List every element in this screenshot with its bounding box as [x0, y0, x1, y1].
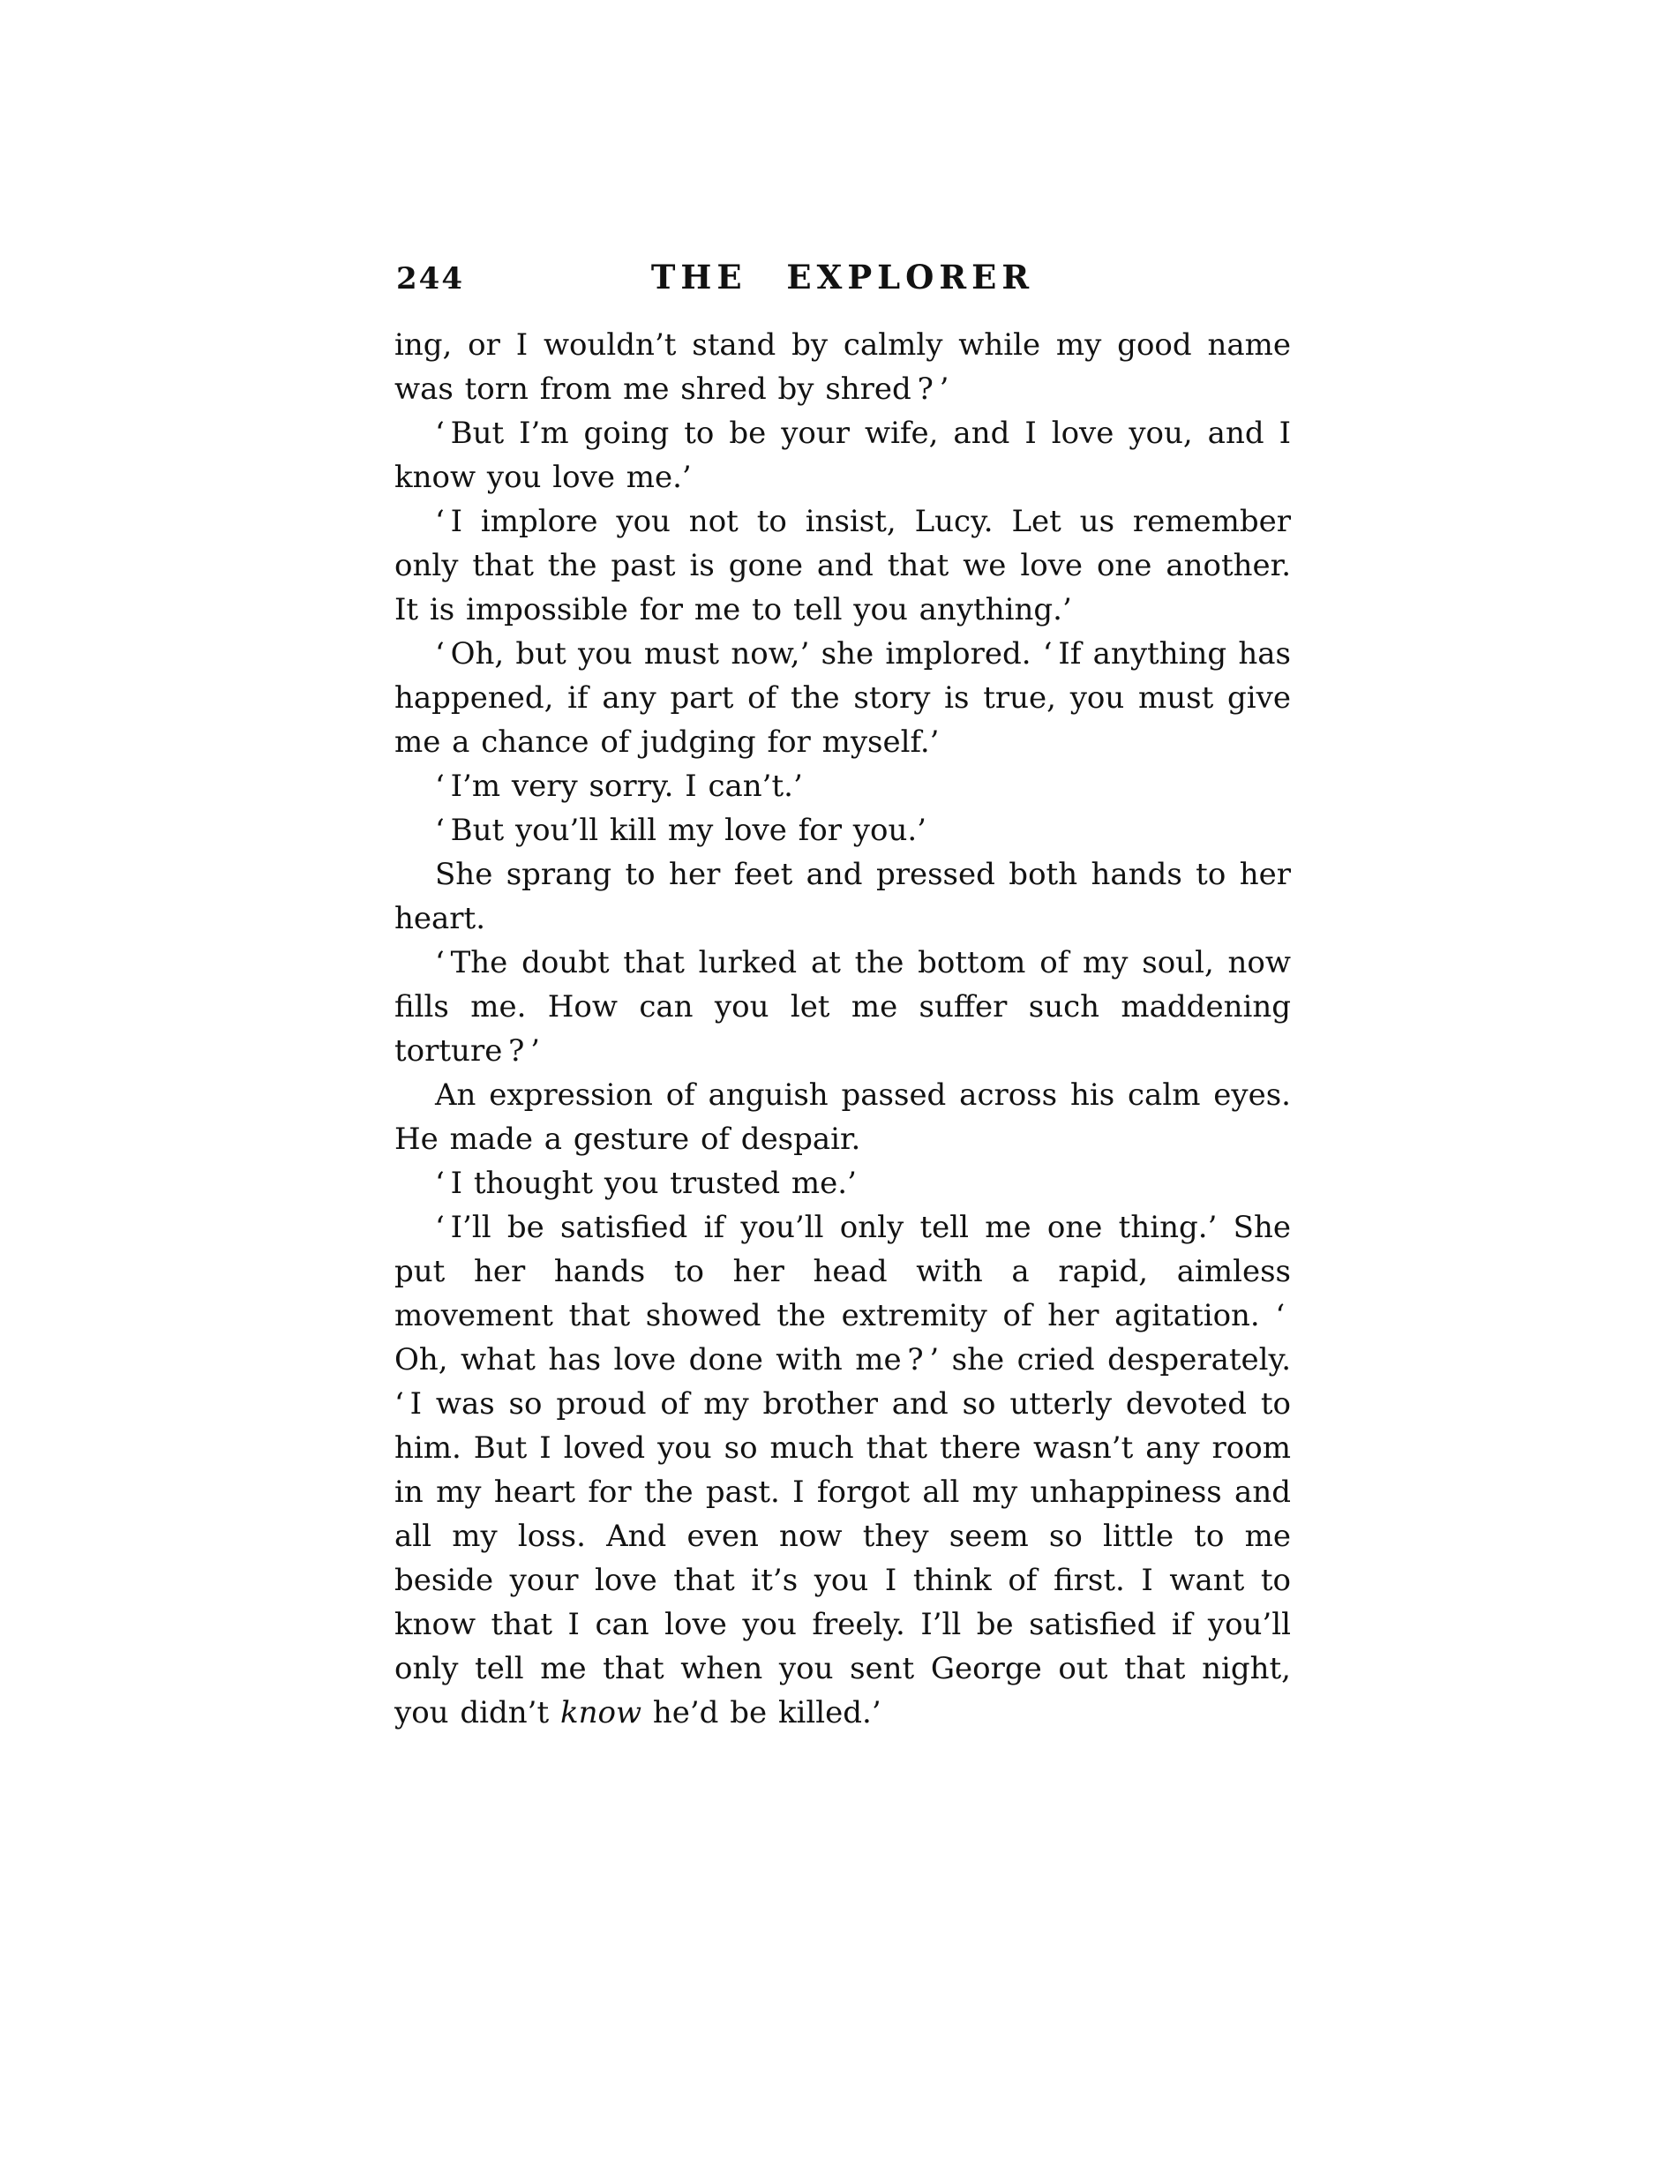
paragraph	[394, 808, 1291, 852]
paragraph	[394, 764, 1291, 808]
page-content	[394, 258, 1291, 1735]
body-text: ‘ I’m very sorry. I can’t.’	[435, 769, 803, 804]
paragraph	[394, 1073, 1291, 1161]
body-text: ‘ Oh, but you must now,’ she implored. ‘ If anything has happened, if any part of the story is true, you must give me a chance of judging for myself.’	[394, 636, 1291, 760]
page-number: 244	[396, 261, 464, 296]
body-text: ing, or I wouldn’t stand by calmly while my good name was torn from me shred by shred ? ’	[394, 327, 1291, 407]
page-title: THE EXPLORER	[650, 258, 1035, 296]
body-text: ‘ I thought you trusted me.’	[435, 1166, 857, 1201]
body-text: An expression of anguish passed across his calm eyes. He made a gesture of despair.	[394, 1077, 1291, 1157]
page-body	[394, 323, 1291, 1735]
paragraph	[394, 499, 1291, 632]
paragraph	[394, 632, 1291, 764]
paragraph	[394, 1205, 1291, 1735]
body-text: ‘ But I’m going to be your wife, and I love you, and I know you love me.’	[394, 416, 1291, 495]
body-text: ‘ I implore you not to insist, Lucy. Let us remember only that the past is gone and that we love one another. It is impossible for me to tell you anything.’	[394, 504, 1291, 627]
italic-text: know	[559, 1695, 642, 1730]
paragraph	[394, 323, 1291, 411]
paragraph	[394, 1161, 1291, 1205]
body-text: ‘ But you’ll kill my love for you.’	[435, 813, 926, 848]
body-text: ‘ I’ll be satisfied if you’ll only tell me one thing.’ She put her hands to her head with a rapid, aimless movement that showed the extremity of her agitation. ‘ Oh, what has love done with me ? ’ she cried desperately. ‘ I was so proud of my brother and so utterly devoted to him. But I loved you so much that there wasn’t any room in my heart for the past. I forgot all my unhappiness and all my loss. And even now they seem so little to me beside your love that it’s you I think of first. I want to know that I can love you freely. I’ll be satisfied if you’ll only tell me that when you sent George out that night, you didn’t	[394, 1210, 1291, 1730]
paragraph	[394, 941, 1291, 1073]
body-text: he’d be killed.’	[641, 1695, 881, 1730]
paragraph	[394, 411, 1291, 499]
running-head	[394, 258, 1291, 304]
body-text: She sprang to her feet and pressed both hands to her heart.	[394, 857, 1291, 936]
body-text: ‘ The doubt that lurked at the bottom of my soul, now fills me. How can you let me suffer such maddening torture ? ’	[394, 945, 1291, 1069]
paragraph	[394, 852, 1291, 941]
